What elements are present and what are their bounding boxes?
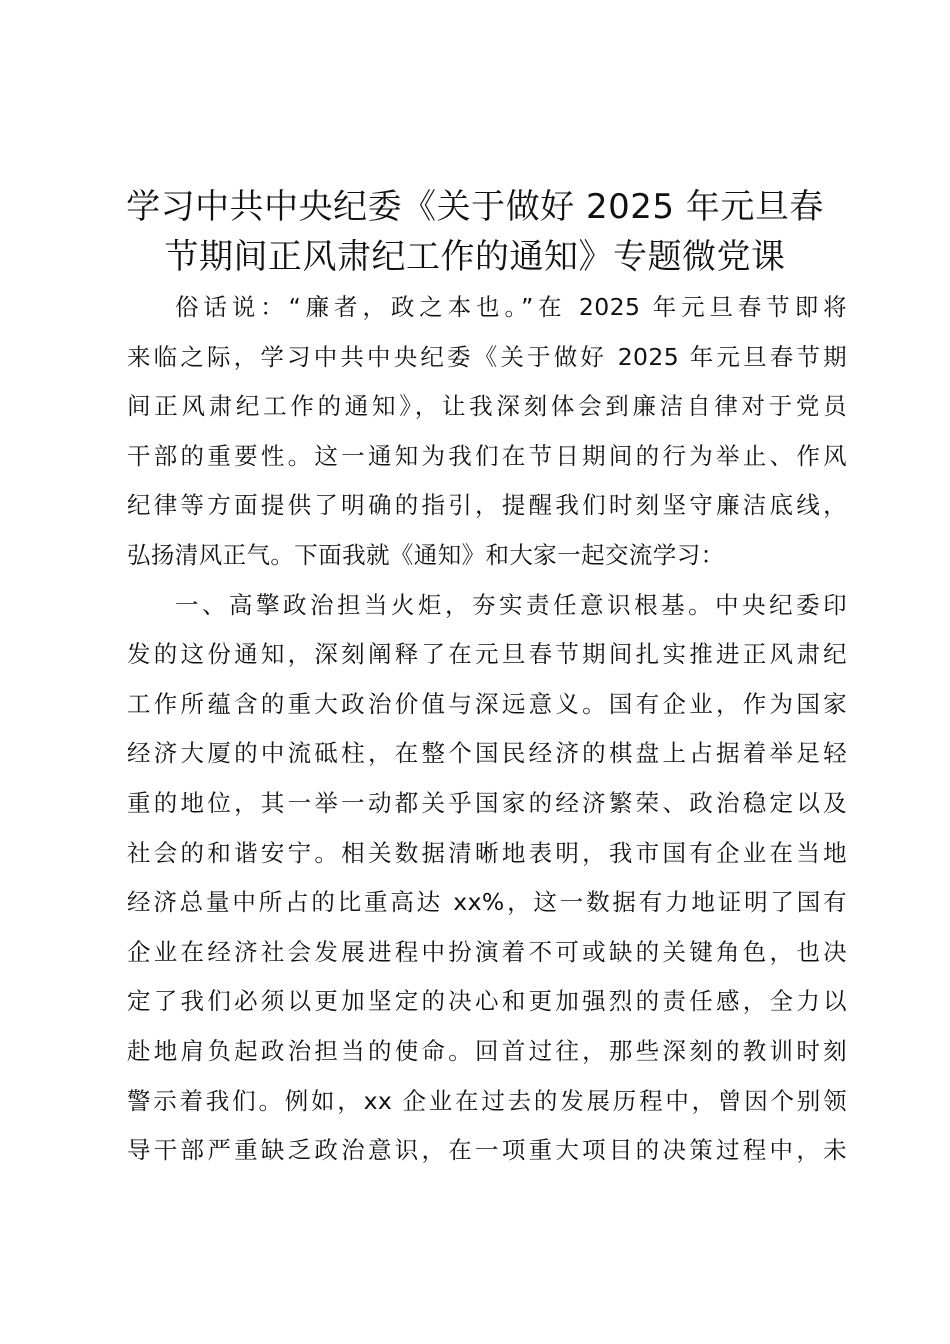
title-line: 学习中共中央纪委《关于做好 2025 年元旦春 [126,187,824,227]
text-line: 弘扬清风正气。下面我就《通知》和大家一起交流学习： [127,540,725,569]
paragraph [127,283,847,581]
text-line: 赴地肩负起政治担当的使命。回首过往，那些深刻的教训时刻 [127,1036,847,1065]
text-line: 工作所蕴含的重大政治价值与深远意义。国有企业，作为国家 [127,689,847,718]
text-line: 俗话说：“廉者，政之本也。”在 2025 年元旦春节即将 [175,293,847,321]
text-line: 间正风肃纪工作的通知》，让我深刻体会到廉洁自律对于党员 [127,392,847,421]
text-line: 企业在经济社会发展进程中扮演着不可或缺的关键角色，也决 [127,937,847,966]
text-line: 发的这份通知，深刻阐释了在元旦春节期间扎实推进正风肃纪 [127,640,847,669]
text-line: 纪律等方面提供了明确的指引，提醒我们时刻坚守廉洁底线， [127,491,847,520]
text-line: 来临之际，学习中共中央纪委《关于做好 2025 年元旦春节期 [127,342,847,371]
document-title [100,182,850,282]
text-line: 经济总量中所占的比重高达 xx%，这一数据有力地证明了国有 [127,888,847,917]
text-line: 经济大厦的中流砥柱，在整个国民经济的棋盘上占据着举足轻 [127,739,847,768]
document-body [127,283,847,1176]
text-line: 一、高擎政治担当火炬，夯实责任意识根基。中央纪委印 [175,590,847,619]
text-line: 重的地位，其一举一动都关乎国家的经济繁荣、政治稳定以及 [127,788,847,817]
text-line: 定了我们必须以更加坚定的决心和更加强烈的责任感，全力以 [127,987,847,1016]
text-line: 警示着我们。例如，xx 企业在过去的发展历程中，曾因个别领 [127,1086,847,1115]
text-line: 导干部严重缺乏政治意识，在一项重大项目的决策过程中，未 [127,1136,847,1165]
paragraph [127,581,847,1176]
title-line: 节期间正风肃纪工作的通知》专题微党课 [164,237,786,277]
text-line: 干部的重要性。这一通知为我们在节日期间的行为举止、作风 [127,441,847,470]
text-line: 社会的和谐安宁。相关数据清晰地表明，我市国有企业在当地 [127,838,847,867]
